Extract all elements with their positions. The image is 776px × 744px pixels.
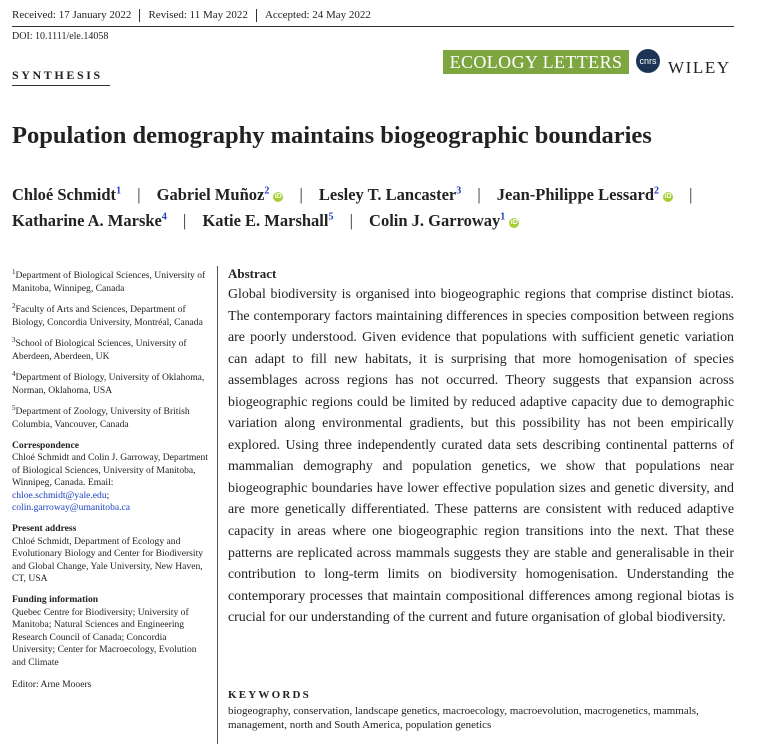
correspondence-text: Chloé Schmidt and Colin J. Garroway, Department of Biological Sciences, University of Manitoba, Winnipeg, Canada. Email: chloe.schmidt@yale.edu; colin.garroway@umanitoba.ca xyxy=(12,452,209,514)
revised-date: Revised: 11 May 2022 xyxy=(139,9,256,22)
author-list-line-2 xyxy=(12,211,519,231)
email-link[interactable]: colin.garroway@umanitoba.ca xyxy=(12,502,131,514)
column-divider xyxy=(217,266,218,744)
article-title: Population demography maintains biogeographic boundaries xyxy=(12,122,652,149)
author-separator: | xyxy=(183,211,187,230)
affiliation: $^1$Department of Biological Sciences, University of Manitoba, Winnipeg, Canada xyxy=(12,268,206,294)
affiliation-ref[interactable]: 4 xyxy=(161,211,167,223)
present-address-heading: Present address xyxy=(12,523,77,535)
journal-logo[interactable]: ECOLOGY LETTERS xyxy=(443,50,629,74)
abstract-heading: Abstract xyxy=(228,266,277,281)
author-list-line-1 xyxy=(12,185,704,205)
cnrs-logo: cnrs xyxy=(636,49,660,73)
section-rule xyxy=(12,85,110,86)
abstract xyxy=(228,266,734,629)
email-link[interactable]: chloe.schmidt@yale.edu xyxy=(12,489,107,501)
doi[interactable]: DOI: 10.1111/ele.14058 xyxy=(12,31,109,42)
author-name[interactable]: Lesley T. Lancaster$^3$ xyxy=(318,185,462,204)
received-date: Received: 17 January 2022 xyxy=(12,9,132,21)
accepted-date: Accepted: 24 May 2022 xyxy=(256,9,379,22)
affiliation: $^3$School of Biological Sciences, University of Aberdeen, Aberdeen, UK xyxy=(12,336,187,362)
article-dates xyxy=(12,9,379,22)
affiliation: $^4$Department of Biology, University of Oklahoma, Norman, Oklahoma, USA xyxy=(12,370,205,396)
author-name[interactable]: Colin J. Garroway$^1$ xyxy=(369,211,506,230)
author-separator: | xyxy=(477,185,481,204)
affiliation-ref[interactable]: 5 xyxy=(328,211,334,223)
author-name[interactable]: Katie E. Marshall$^5$ xyxy=(202,211,334,230)
wiley-logo: WILEY xyxy=(668,58,731,77)
author-separator: | xyxy=(349,211,353,230)
funding-heading: Funding information xyxy=(12,594,99,606)
author-separator: | xyxy=(299,185,303,204)
keywords-text: biogeography, conservation, landscape genetics, macroecology, macroevolution, macrogenetics, mammals, management, north and South America, population genetics xyxy=(228,705,699,731)
author-name[interactable]: Chloé Schmidt$^1$ xyxy=(12,185,122,204)
author-separator: | xyxy=(137,185,141,204)
article-sidebar xyxy=(12,266,208,691)
keywords-heading: KEYWORDS xyxy=(228,689,311,701)
abstract-text: Global biodiversity is organised into biogeographic regions that comprise distinct biotas. The contemporary factors maintaining differences in species composition between regions are poorly understood. Given evidence that populations with sufficient genetic variation can adapt to fill new habitats, it is surprising that more homogenisation of species assemblages across regions has not occurred. Theory suggests that expansion across biogeographic regions could be limited by reduced adaptive capacity due to demographic variation along environmental gradients, but this possibility has not been empirically explored. Using three independently curated data sets describing continental patterns of mammalian demography and population genetics, we show that populations near biogeographic boundaries have lower effective population sizes and genetic diversity, and are more genetically differentiated. These patterns are consistent with reduced adaptive capacity in areas where one biogeographic region transitions into the next. That these patterns are replicated across mammals suggests they are stable and generalisable in their contribution to long-term limits on biodiversity homogenisation. Understanding the contemporary processes that maintain compositional differences among regional biotas is crucial for our understanding of the current and future organisation of global biodiversity. xyxy=(228,287,734,626)
affiliation-ref[interactable]: 3 xyxy=(456,185,462,197)
affiliation-ref[interactable]: 2 xyxy=(654,185,660,197)
affiliation-ref[interactable]: 1 xyxy=(116,185,122,197)
present-address-text: Chloé Schmidt, Department of Ecology and Evolutionary Biology and Center for Biodiversity and Global Change, Yale University, New Haven, CT, USA xyxy=(12,535,204,585)
author-name[interactable]: Jean-Philippe Lessard$^2$ xyxy=(496,185,660,204)
affiliation-ref[interactable]: 1 xyxy=(500,211,506,223)
author-name[interactable]: Gabriel Muñoz$^2$ xyxy=(156,185,270,204)
correspondence-heading: Correspondence xyxy=(12,440,79,451)
section-label: SYNTHESIS xyxy=(12,68,103,82)
orcid-icon[interactable]: iD xyxy=(510,219,518,226)
funding-text: Quebec Centre for Biodiversity; University of Manitoba; Natural Sciences and Engineering Research Council of Canada; Concordia University; Center for Macroecology, Evolution and Climate xyxy=(12,606,197,668)
affiliation: $^5$Department of Zoology, University of British Columbia, Vancouver, Canada xyxy=(12,404,190,430)
author-separator: | xyxy=(689,185,693,204)
affiliation: $^2$Faculty of Arts and Sciences, Department of Biology, Concordia University, Montréal, Canada xyxy=(12,302,203,328)
orcid-icon[interactable]: iD xyxy=(664,193,672,200)
header-rule xyxy=(12,26,734,27)
author-name[interactable]: Katharine A. Marske$^4$ xyxy=(12,211,167,230)
affiliation-ref[interactable]: 2 xyxy=(264,185,270,197)
editor: Editor: Arne Mooers xyxy=(12,678,92,690)
orcid-icon[interactable]: iD xyxy=(274,193,282,200)
